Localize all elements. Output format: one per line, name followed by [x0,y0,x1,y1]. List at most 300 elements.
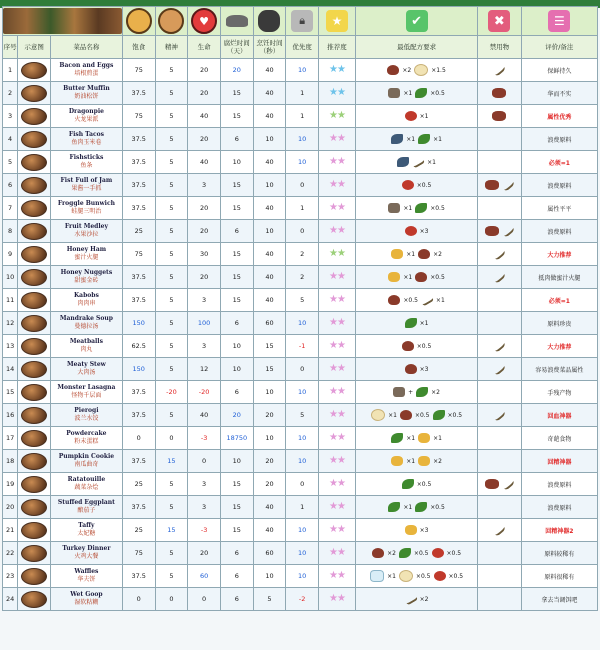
health-value: 3 [188,473,221,496]
meat-ingredient-icon [388,295,400,305]
dish-name-cell [50,473,122,496]
sanity-value: 5 [155,128,188,151]
recipe-cell [356,151,478,174]
note-text: 属性平平 [521,197,597,220]
hunger-icon-cell [122,7,155,36]
recommend-stars-cell [319,542,356,565]
health-value: 40 [188,404,221,427]
recipe-cell [356,105,478,128]
dish-image [21,499,47,516]
header-recommend: 推荐度 [319,36,356,59]
dish-image-cell [18,473,51,496]
dish-name-en: Pumpkin Cookie [58,453,115,460]
star-rating-icon: ★★ [329,294,345,305]
hunger-value: 62.5 [122,335,155,358]
recommend-stars-cell [319,105,356,128]
lock-icon: 🔒︎ [291,10,313,32]
dish-image [21,292,47,309]
sanity-value: 15 [155,450,188,473]
banned-cell [478,335,522,358]
hunger-value: 37.5 [122,128,155,151]
recipe-amount: ×3 [419,365,429,373]
dish-name-en: Kabobs [73,292,99,299]
table-row [3,128,598,151]
row-index: 24 [3,588,18,611]
notes-icon-cell [521,7,597,36]
dish-image-cell [18,542,51,565]
cook-value: 60 [253,312,286,335]
spoil-value: 6 [220,588,253,611]
dish-image-cell [18,335,51,358]
dish-name-cell [50,59,122,82]
dish-name-en: Fishsticks [69,154,104,161]
priority-value: 10 [286,450,319,473]
cook-value: 40 [253,243,286,266]
spoil-value: 18750 [220,427,253,450]
header-notes: 评价/备注 [521,36,597,59]
cook-value: 20 [253,450,286,473]
recommend-stars-cell [319,335,356,358]
dish-name-cell [50,197,122,220]
twig-ingredient-icon [420,294,434,307]
banned-cell [478,174,522,197]
banned-meat-icon [492,88,506,98]
recipe-amount: + [408,388,414,396]
other-ingredient-icon [393,387,405,397]
header-banned: 禁用物 [478,36,522,59]
dish-name-en: Meatballs [69,338,103,345]
dish-name-cell [50,588,122,611]
row-index: 19 [3,473,18,496]
recipe-cell [356,220,478,243]
dish-name-cell [50,289,122,312]
row-index: 14 [3,358,18,381]
dish-name-en: Bacon and Eggs [59,62,114,69]
recipe-icon-cell [356,7,478,36]
dish-image [21,177,47,194]
health-value: 20 [188,220,221,243]
star-rating-icon: ★★ [329,225,345,236]
dish-image [21,62,47,79]
spoil-value: 10 [220,450,253,473]
banned-twig-icon [492,63,506,77]
spoil-value: 6 [220,220,253,243]
dish-image-cell [18,105,51,128]
recipe-cell [356,59,478,82]
recipe-amount: ×1 [406,250,416,258]
food-collage-logo [3,8,122,34]
veg-ingredient-icon [416,387,428,397]
recommend-stars-cell [319,151,356,174]
row-index: 2 [3,82,18,105]
veg-ingredient-icon [402,479,414,489]
banned-cell [478,358,522,381]
dish-image [21,154,47,171]
cook-value: 10 [253,220,286,243]
dish-image-cell [18,174,51,197]
cook-value: 10 [253,381,286,404]
dish-name-cell [50,358,122,381]
cook-value: 10 [253,565,286,588]
cook-value: 10 [253,128,286,151]
cook-value: 40 [253,266,286,289]
table-row [3,496,598,519]
sanity-value: 5 [155,312,188,335]
dish-image [21,476,47,493]
recipe-amount: ×1 [403,204,413,212]
dish-name-cell [50,381,122,404]
sanity-value: 5 [155,473,188,496]
recipe-amount: ×1 [406,457,416,465]
row-index: 20 [3,496,18,519]
priority-value: 5 [286,404,319,427]
priority-value: 10 [286,59,319,82]
hunger-value: 37.5 [122,197,155,220]
table-row [3,358,598,381]
recommend-stars-cell [319,59,356,82]
dish-image-cell [18,519,51,542]
banned-twig-icon [492,523,506,537]
recipe-cell [356,358,478,381]
veg-ingredient-icon [415,203,427,213]
notes-icon: ☰ [548,10,570,32]
dish-name-cell [50,427,122,450]
fruit-ingredient-icon [402,180,414,190]
dish-name-cell [50,496,122,519]
sweet-ingredient-icon [388,272,400,282]
health-value: 40 [188,105,221,128]
hunger-value: 37.5 [122,266,155,289]
dish-image [21,522,47,539]
recipe-cell [356,496,478,519]
dish-name-cell [50,105,122,128]
dish-image-cell [18,289,51,312]
banned-cell [478,542,522,565]
dish-name-cn: 培根煎蛋 [74,70,99,77]
banned-cell [478,197,522,220]
banned-cell [478,289,522,312]
header-label-row [3,36,598,59]
dish-name-en: Dragonpie [68,108,104,115]
star-rating-icon: ★★ [329,248,345,259]
health-value: -20 [188,381,221,404]
banned-twig-icon [501,224,515,238]
banned-icon-cell [478,7,522,36]
sweet-ingredient-icon [418,433,430,443]
banned-cell [478,450,522,473]
dish-name-cell [50,128,122,151]
banned-cell [478,220,522,243]
header-icon-row [3,7,598,36]
priority-value: 5 [286,289,319,312]
cook-value: 15 [253,358,286,381]
recommend-stars-cell [319,128,356,151]
recipe-cell [356,312,478,335]
banned-meat-icon [492,111,506,121]
dish-name-en: Froggle Bunwich [57,200,115,207]
note-text: 容易浪费菜品属性 [521,358,597,381]
sanity-value: 0 [155,427,188,450]
dish-name-cell [50,174,122,197]
star-rating-icon: ★★ [329,593,345,604]
veg-ingredient-icon [399,548,411,558]
recipe-amount: ×2 [433,457,442,465]
sanity-value: 5 [155,289,188,312]
banned-twig-icon [492,339,506,353]
banned-cell [478,128,522,151]
priority-value: -1 [286,335,319,358]
dish-name-en: Meaty Stew [67,361,106,368]
priority-value: 10 [286,312,319,335]
star-rating-icon: ★★ [329,478,345,489]
recipe-cell [356,565,478,588]
recipe-cell [356,381,478,404]
egg-ingredient-icon [399,570,413,582]
health-value: 20 [188,128,221,151]
veg-ingredient-icon [415,88,427,98]
hunger-value: 37.5 [122,174,155,197]
health-value: 40 [188,151,221,174]
dish-image [21,269,47,286]
banned-cell [478,381,522,404]
priority-value: 0 [286,473,319,496]
recommend-stars-cell [319,496,356,519]
dish-image [21,361,47,378]
health-value: 30 [188,243,221,266]
cook-value: 60 [253,542,286,565]
dish-name-en: Pierogi [74,407,99,414]
dish-name-en: Powdercake [66,430,107,437]
note-text: 回精神器2 [521,519,597,542]
dish-image-cell [18,381,51,404]
banned-twig-icon [492,408,506,422]
cook-value: 40 [253,519,286,542]
sanity-value: 5 [155,404,188,427]
veg-ingredient-icon [415,502,427,512]
note-text: 奇葩食物 [521,427,597,450]
dish-name-en: Turkey Dinner [62,545,111,552]
dish-image-cell [18,82,51,105]
egg-ingredient-icon [371,409,385,421]
dish-name-cell [50,151,122,174]
banned-twig-icon [501,477,515,491]
recipe-amount: ×1 [406,135,416,143]
banned-cell [478,404,522,427]
priority-value: 1 [286,496,319,519]
spoil-value: 6 [220,565,253,588]
banned-meat-icon [485,180,499,190]
dish-name-cn: 火龙果派 [74,116,99,123]
recipe-amount: ×1 [403,89,413,97]
dish-name-cell [50,542,122,565]
spoil-value: 10 [220,151,253,174]
spoil-value: 15 [220,105,253,128]
hunger-value: 25 [122,220,155,243]
table-row [3,381,598,404]
sanity-value: 5 [155,59,188,82]
recommend-stars-cell [319,197,356,220]
recipe-amount: ×2 [419,595,429,603]
row-index: 16 [3,404,18,427]
dish-image-cell [18,565,51,588]
rot-icon [226,15,248,27]
header-name: 菜品名称 [50,36,122,59]
sweet-ingredient-icon [405,525,417,535]
banned-cell [478,588,522,611]
recommend-stars-cell [319,427,356,450]
priority-value: 0 [286,358,319,381]
spoil-value: 6 [220,542,253,565]
dish-name-cell [50,404,122,427]
fruit-ingredient-icon [432,548,444,558]
health-value: 0 [188,450,221,473]
banned-cell [478,312,522,335]
table-row [3,59,598,82]
other-ingredient-icon [388,203,400,213]
dish-name-cn: 奶油松饼 [74,93,99,100]
row-index: 3 [3,105,18,128]
star-rating-icon: ★★ [329,317,345,328]
priority-value: 1 [286,105,319,128]
twig-ingredient-icon [403,593,417,606]
priority-value: -2 [286,588,319,611]
recipe-amount: ×2 [433,250,442,258]
spoil-value: 6 [220,312,253,335]
dish-image [21,131,47,148]
recommend-stars-cell [319,358,356,381]
sanity-value: 5 [155,266,188,289]
spoil-value: 15 [220,243,253,266]
recipe-amount: ×1 [387,572,396,580]
dish-image [21,568,47,585]
sweet-ingredient-icon [418,456,430,466]
banned-twig-icon [492,270,506,284]
priority-value: 2 [286,266,319,289]
table-row [3,105,598,128]
recipe-amount: ×1 [433,434,442,442]
note-text: 回血神器 [521,404,597,427]
dish-name-en: Monster Lasagna [57,384,116,391]
cook-value: 40 [253,59,286,82]
dish-name-cn: 火鸡大餐 [74,553,99,560]
table-row [3,565,598,588]
note-text: 浪费原料 [521,174,597,197]
heart-icon: ♥ [191,8,217,34]
dish-image [21,591,47,608]
health-value: 20 [188,197,221,220]
hunger-value: 37.5 [122,151,155,174]
spoil-value: 6 [220,381,253,404]
recommend-icon-cell [319,7,356,36]
header-recipe: 最低配方要求 [356,36,478,59]
dish-name-en: Stuffed Eggplant [57,499,115,506]
meat-ingredient-icon [415,272,427,282]
sanity-value: 5 [155,335,188,358]
recipe-amount: ×1 [435,296,445,304]
dish-image-cell [18,151,51,174]
note-text: 浪费原料 [521,473,597,496]
banned-cell [478,266,522,289]
dish-image-cell [18,266,51,289]
meat-ingredient-icon [372,548,384,558]
recipe-cell [356,243,478,266]
veg-ingredient-icon [391,433,403,443]
recipe-amount: ×0.5 [430,273,445,281]
dish-name-cell [50,565,122,588]
hunger-value: 25 [122,519,155,542]
recommend-stars-cell [319,588,356,611]
banned-cell [478,82,522,105]
priority-value: 1 [286,82,319,105]
sanity-value: -20 [155,381,188,404]
sanity-value: 5 [155,220,188,243]
recipe-amount: ×0.5 [416,181,432,189]
sanity-value: 5 [155,243,188,266]
star-rating-icon: ★★ [329,156,345,167]
meat-ingredient-icon [387,65,399,75]
recipe-amount: ×1 [403,273,413,281]
dish-name-cn: 果酱一手抓 [71,185,102,192]
header-priority: 优先度 [286,36,319,59]
recipe-amount: ×1 [427,158,436,166]
star-rating-icon: ★★ [329,87,345,98]
dish-name-en: Mandrake Soup [59,315,113,322]
hunger-value: 37.5 [122,404,155,427]
star-rating-icon: ★★ [329,110,345,121]
sanity-value: 5 [155,151,188,174]
health-icon-cell [188,7,221,36]
star-rating-icon: ★★ [329,202,345,213]
dish-image-cell [18,312,51,335]
dish-name-en: Ratatouille [67,476,106,483]
hunger-value: 37.5 [122,496,155,519]
dish-name-cn: 太妃糖 [77,530,96,537]
recipe-amount: ×1 [388,411,397,419]
recipe-amount: ×0.5 [430,89,445,97]
sweet-ingredient-icon [391,456,403,466]
star-rating-icon: ★★ [329,547,345,558]
crock-pot-icon [258,10,280,32]
recipe-cell [356,266,478,289]
table-row [3,197,598,220]
dish-name-cn: 蛙腿三明治 [71,208,102,215]
priority-value: 10 [286,128,319,151]
cook-value: 40 [253,82,286,105]
recipe-amount: ×2 [387,549,396,557]
recommend-stars-cell [319,473,356,496]
recipe-amount: ×0.5 [446,549,462,557]
dish-name-cn: 粉末蛋糕 [74,438,99,445]
spoil-value: 15 [220,266,253,289]
dish-image-cell [18,220,51,243]
priority-value: 10 [286,427,319,450]
spoil-value: 10 [220,358,253,381]
dish-name-cell [50,450,122,473]
row-index: 5 [3,151,18,174]
table-row [3,519,598,542]
veg-ingredient-icon [405,318,417,328]
dish-name-cn: 蔬菜杂烩 [74,484,99,491]
dish-name-cn: 波兰水饺 [74,415,99,422]
table-row [3,404,598,427]
star-rating-icon: ★★ [329,363,345,374]
hunger-value: 37.5 [122,289,155,312]
star-rating-icon: ★★ [329,340,345,351]
twig-ingredient-icon [411,156,425,169]
recommend-stars-cell [319,289,356,312]
table-row [3,151,598,174]
fruit-ingredient-icon [434,571,446,581]
